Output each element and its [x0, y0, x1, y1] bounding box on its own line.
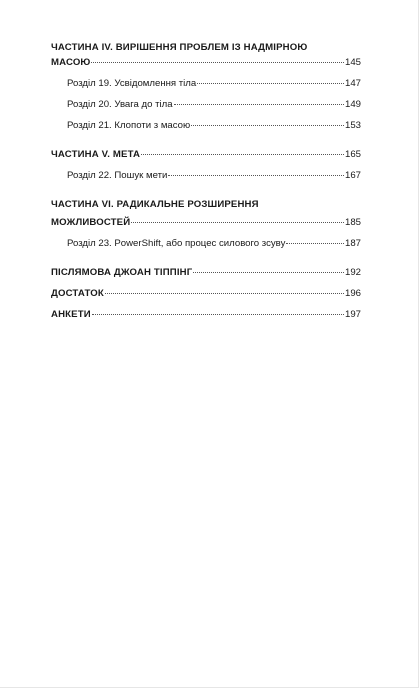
page-number: 196	[344, 288, 361, 299]
chapter-label: Розділ 20. Увага до тіла	[67, 99, 173, 110]
toc-entry-chapter-21[interactable]	[51, 118, 361, 133]
toc-entry-questionnaires[interactable]	[51, 307, 361, 322]
chapter-label: Розділ 21. Клопоти з масою	[67, 120, 191, 131]
afterword-title: ПІСЛЯМОВА ДЖОАН ТІППІНГ	[51, 267, 193, 278]
page-number: 197	[344, 309, 361, 320]
page-number: 145	[344, 57, 361, 68]
page-number: 165	[344, 149, 361, 160]
page-number: 149	[344, 99, 361, 110]
toc-entry-chapter-20[interactable]	[51, 97, 361, 112]
questionnaires-title: АНКЕТИ	[51, 309, 91, 320]
part-4-title: ЧАСТИНА IV. ВИРІШЕННЯ ПРОБЛЕМ ІЗ НАДМІРНОЮ	[51, 42, 308, 53]
dot-leader	[286, 243, 344, 244]
page-number: 147	[344, 78, 361, 89]
dot-leader	[174, 104, 344, 105]
chapter-label: Розділ 19. Усвідомлення тіла	[67, 78, 197, 89]
dot-leader	[105, 293, 344, 294]
dot-leader	[193, 272, 344, 273]
part-6-title: ЧАСТИНА VI. РАДИКАЛЬНЕ РОЗШИРЕННЯ	[51, 199, 259, 210]
dot-leader	[91, 62, 344, 63]
toc-entry-abundance[interactable]	[51, 286, 361, 301]
toc-entry-chapter-23[interactable]	[51, 236, 361, 251]
toc-entry-part-4[interactable]	[51, 55, 361, 70]
dot-leader	[191, 125, 344, 126]
dot-leader	[197, 83, 344, 84]
abundance-title: ДОСТАТОК	[51, 288, 104, 299]
toc-entry-part-6[interactable]	[51, 215, 361, 230]
page-number: 167	[344, 170, 361, 181]
part-6-title-continued: МОЖЛИВОСТЕЙ	[51, 217, 131, 228]
page-number: 153	[344, 120, 361, 131]
dot-leader	[141, 154, 344, 155]
chapter-label: Розділ 22. Пошук мети	[67, 170, 168, 181]
page-number: 187	[344, 238, 361, 249]
dot-leader	[131, 222, 344, 223]
table-of-contents	[51, 40, 361, 322]
part-4-title-continued: МАСОЮ	[51, 57, 91, 68]
dot-leader	[92, 314, 344, 315]
dot-leader	[168, 175, 344, 176]
part-5-title: ЧАСТИНА V. МЕТА	[51, 149, 141, 160]
chapter-label: Розділ 23. PowerShift, або процес силового зсуву	[67, 238, 286, 249]
toc-entry-chapter-19[interactable]	[51, 76, 361, 91]
page-number: 185	[344, 217, 361, 228]
toc-entry-afterword[interactable]	[51, 265, 361, 280]
toc-entry-part-5[interactable]	[51, 147, 361, 162]
toc-entry-chapter-22[interactable]	[51, 168, 361, 183]
page-number: 192	[344, 267, 361, 278]
